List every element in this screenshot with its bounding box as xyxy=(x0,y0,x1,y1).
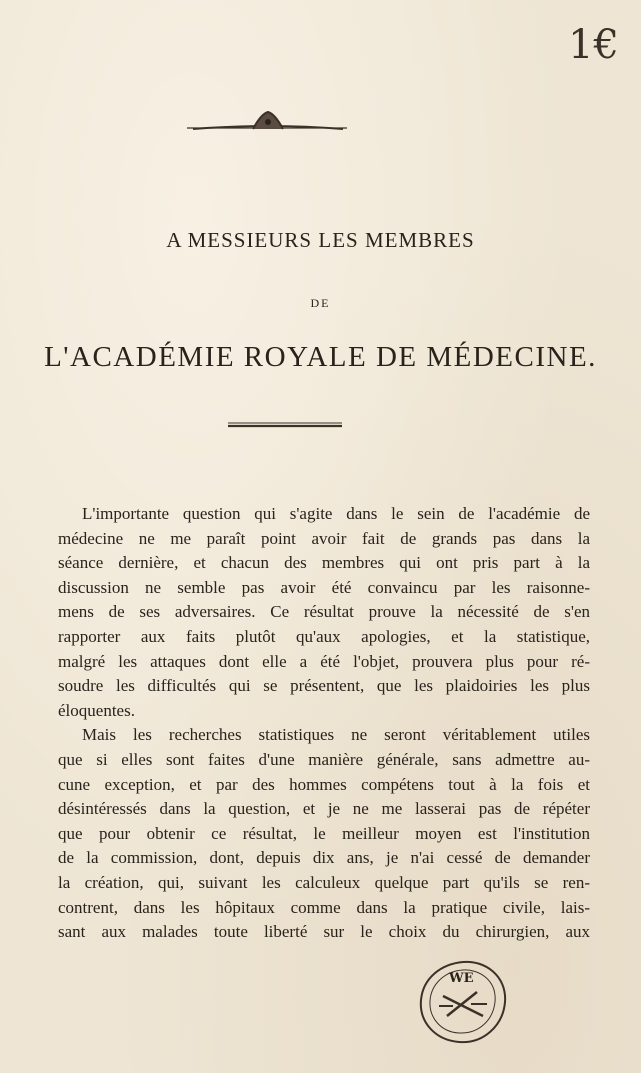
heading-line-1: A MESSIEURS LES MEMBRES xyxy=(166,228,475,252)
body-line: soudre les difficultés qui se présentent, que les plaidoiries les plus xyxy=(58,676,590,696)
body-line: que si elles sont faites d'une manière générale, sans admettre au- xyxy=(58,749,590,769)
body-line: désintéressés dans la question, et je ne me lasserai pas de répéter xyxy=(58,799,590,819)
body-line: discussion ne semble pas avoir été convaincu par les raisonne- xyxy=(58,577,590,597)
body-line: Mais les recherches statistiques ne seront véritablement utiles xyxy=(82,725,590,745)
body-line: cune exception, et par des hommes compétens tout à la fois et xyxy=(58,774,590,794)
top-ornament xyxy=(183,108,353,138)
body-line: médecine ne me paraît point avoir fait de grands pas dans la xyxy=(58,528,590,548)
body-text xyxy=(58,502,590,945)
heading-line-2: DE xyxy=(310,296,331,310)
heading-line-3: L'ACADÉMIE ROYALE DE MÉDECINE. xyxy=(44,341,597,373)
body-line: L'importante question qui s'agite dans le sein de l'académie de xyxy=(82,504,590,523)
library-stamp xyxy=(413,956,513,1048)
body-line: mens de ses adversaires. Ce résultat prouve la nécessité de s'en xyxy=(58,602,590,622)
body-line: rapporter aux faits plutôt qu'aux apologies, et la statistique, xyxy=(58,626,590,646)
body-line: contrent, dans les hôpitaux comme dans la pratique civile, lais- xyxy=(58,897,590,917)
body-line: que pour obtenir ce résultat, le meilleur moyen est l'institution xyxy=(58,823,590,843)
body-line: malgré les attaques dont elle a été l'objet, prouvera plus pour ré- xyxy=(58,651,590,671)
divider-rule xyxy=(226,420,344,430)
body-line: de la commission, dont, depuis dix ans, je n'ai cessé de demander xyxy=(58,848,590,868)
svg-text:WE: WE xyxy=(449,971,474,986)
body-line: sant aux malades toute liberté sur le choix du chirurgien, aux xyxy=(58,922,590,942)
body-line: la création, qui, suivant les calculeux quelque part qu'ils se ren- xyxy=(58,872,590,892)
page-number-handwritten: 1€ xyxy=(568,22,619,68)
body-line: séance dernière, et chacun des membres qui ont pris part à la xyxy=(58,553,590,573)
body-line: éloquentes. xyxy=(58,700,135,720)
